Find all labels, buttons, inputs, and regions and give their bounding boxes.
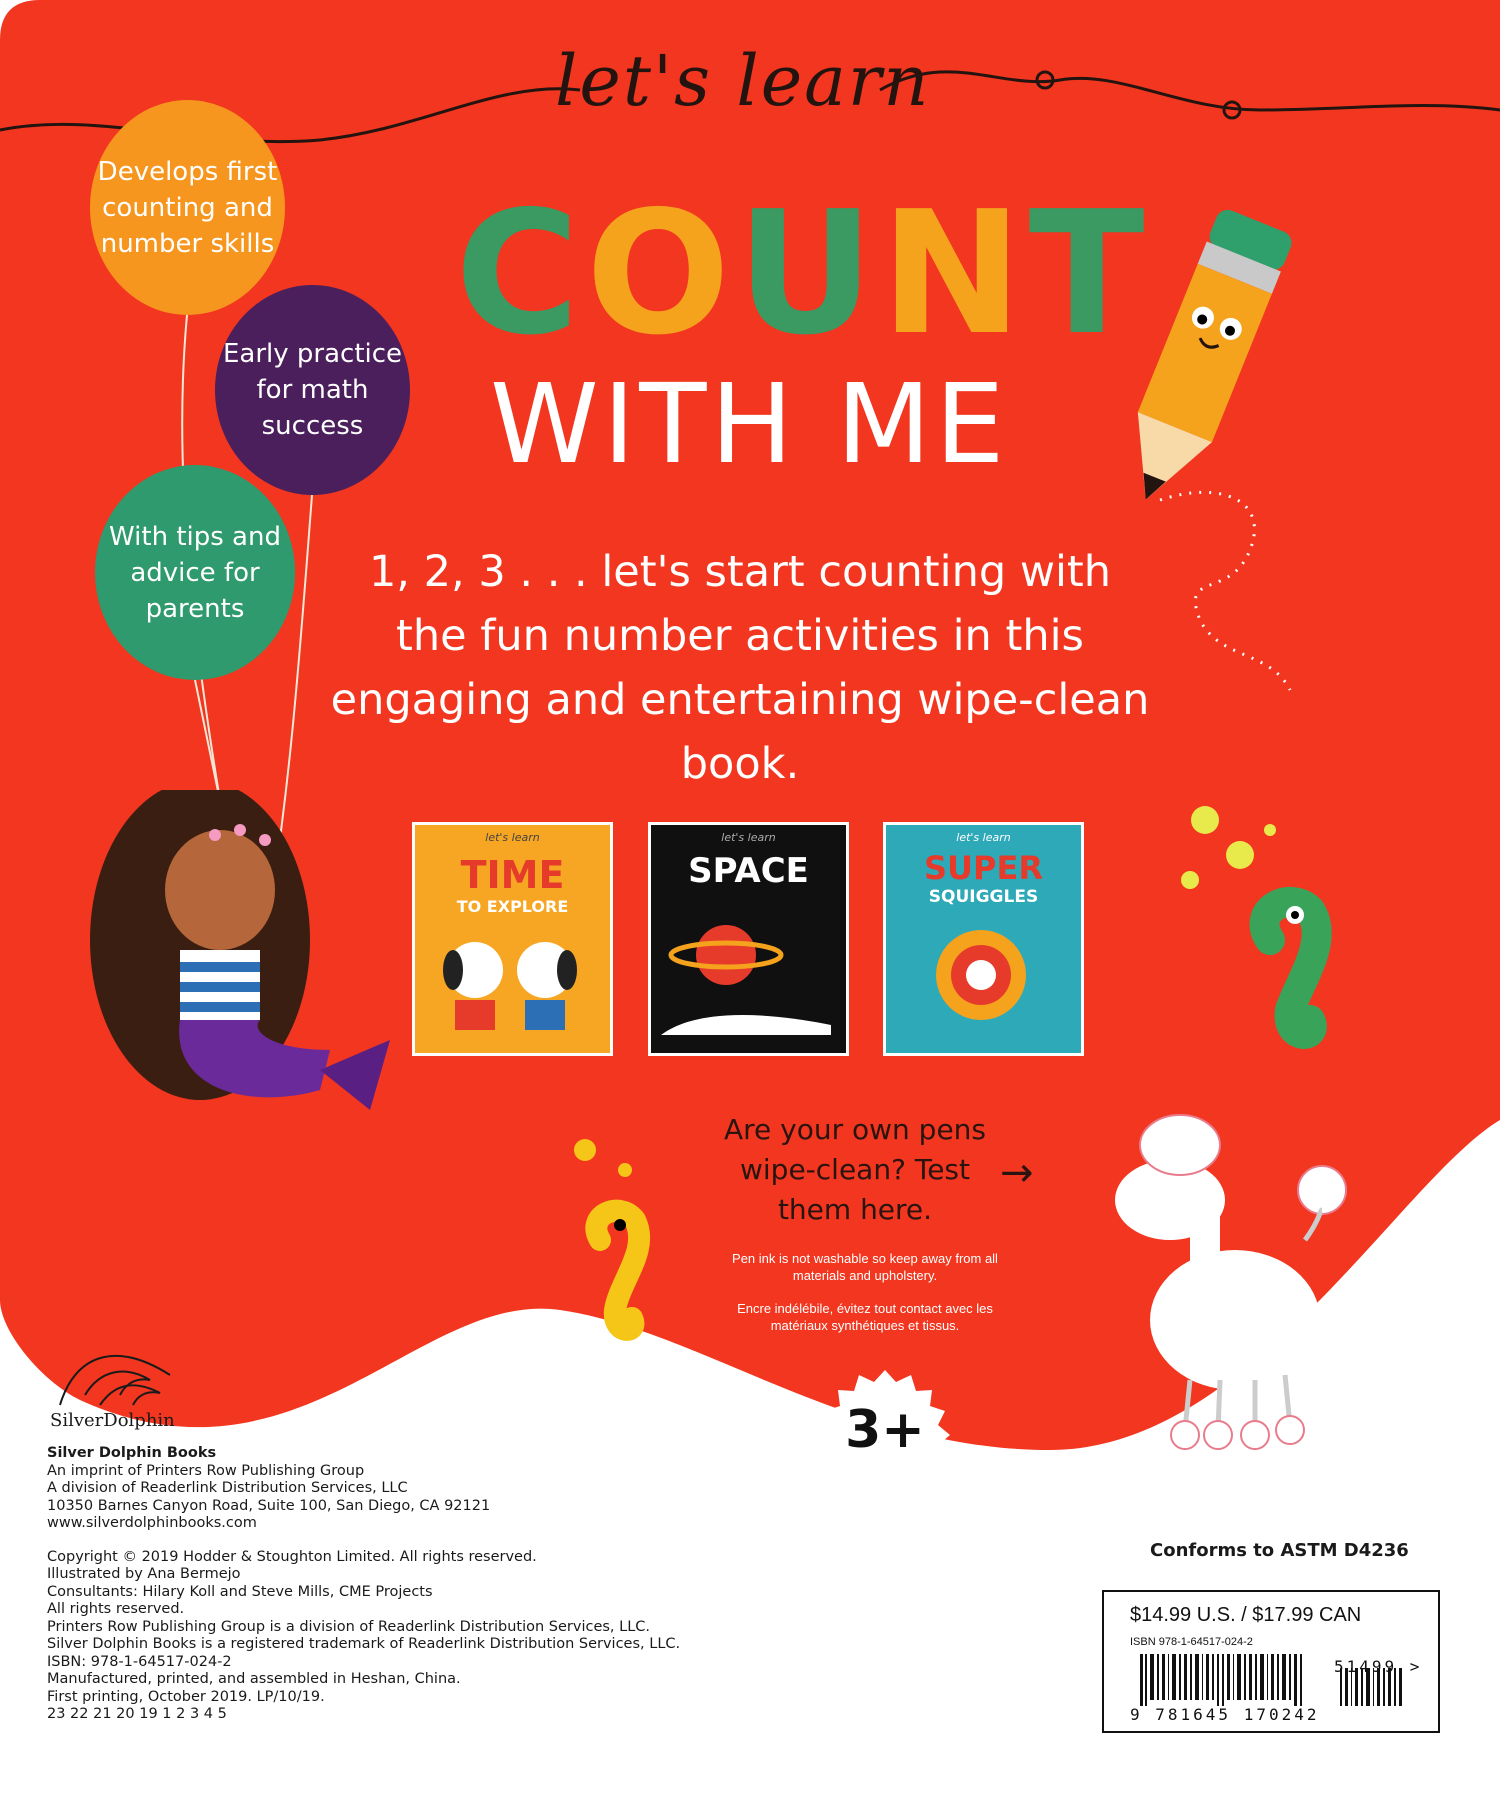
book-subtitle: TO EXPLORE — [456, 897, 569, 916]
book-series-label: let's learn — [956, 831, 1011, 844]
logo-name: SilverDolphin — [50, 1410, 175, 1431]
series-title: let's learn — [555, 40, 931, 122]
title-letter-o: O — [585, 175, 737, 373]
book-sunflower-illustration — [906, 915, 1056, 1045]
publisher-line: 10350 Barnes Canyon Road, Suite 100, San Diego, CA 92121 — [47, 1497, 491, 1514]
warning-english: Pen ink is not washable so keep away from all materials and upholstery. — [732, 1251, 998, 1283]
tagline: 1, 2, 3 . . . let's start counting with the fun number activities in this engaging and entertaining wipe-clean book. — [330, 547, 1150, 789]
price: $14.99 U.S. / $17.99 CAN — [1130, 1604, 1362, 1626]
copyright-line: Copyright © 2019 Hodder & Stoughton Limited. All rights reserved. — [47, 1548, 537, 1565]
copyright-line: All rights reserved. — [47, 1601, 185, 1617]
title-count — [455, 175, 1151, 373]
publisher-name: Silver Dolphin Books — [47, 1445, 217, 1461]
warning-french: Encre indélébile, évitez tout contact avec les matériaux synthétiques et tissus. — [737, 1301, 993, 1333]
barcode-digits: 9 781645 170242 — [1130, 1705, 1320, 1724]
copyright-line: First printing, October 2019. LP/10/19. — [47, 1688, 325, 1705]
addon-digits: 51499 > — [1334, 1657, 1423, 1676]
arrow-icon: → — [1000, 1150, 1034, 1196]
copyright-line: ISBN: 978-1-64517-024-2 — [47, 1653, 232, 1670]
mermaid-illustration — [70, 790, 400, 1160]
book-dogs-illustration — [425, 925, 595, 1035]
copyright-line: Illustrated by Ana Bermejo — [47, 1566, 241, 1582]
balloon-tips-parents: With tips and advice for parents — [95, 465, 295, 680]
isbn-label: ISBN 978-1-64517-024-2 — [1130, 1636, 1253, 1648]
yellow-seahorse-illustration — [560, 1120, 680, 1360]
book-super-squiggles — [883, 822, 1084, 1056]
copyright-line: Consultants: Hilary Koll and Steve Mills, CME Projects — [47, 1583, 433, 1600]
book-space — [648, 822, 849, 1056]
title-letter-t: T — [1028, 175, 1151, 373]
book-series-label: let's learn — [721, 831, 776, 844]
poodle-illustration — [1090, 1110, 1350, 1450]
publisher-line: A division of Readerlink Distribution Services, LLC — [47, 1480, 408, 1496]
price-barcode-box — [1102, 1590, 1440, 1733]
book-series-label: let's learn — [485, 831, 540, 844]
copyright-line: Printers Row Publishing Group is a division of Readerlink Distribution Services, LLC. — [47, 1618, 651, 1635]
book-title: TIME — [460, 853, 565, 897]
publisher-info — [47, 1445, 680, 1724]
age-badge: 3+ — [845, 1400, 925, 1460]
copyright-line: 23 22 21 20 19 1 2 3 4 5 — [47, 1706, 227, 1722]
title-with-me: WITH ME — [490, 360, 1009, 488]
book-title: SUPER — [924, 849, 1043, 887]
silver-dolphin-logo — [55, 1335, 175, 1415]
book-planet-illustration — [661, 905, 831, 1035]
pen-test-question: Are your own pens wipe-clean? Test them here. — [723, 1113, 987, 1226]
title-letter-n: N — [880, 175, 1029, 373]
book-subtitle: SQUIGGLES — [928, 887, 1039, 907]
publisher-line: An imprint of Printers Row Publishing Group — [47, 1462, 365, 1479]
copyright-line: Silver Dolphin Books is a registered trademark of Readerlink Distribution Services, LLC. — [47, 1636, 681, 1652]
publisher-website[interactable]: www.silverdolphinbooks.com — [47, 1515, 257, 1531]
balloon-counting-skills: Develops first counting and number skills — [90, 100, 285, 315]
book-title: SPACE — [688, 851, 809, 891]
astm-conformity: Conforms to ASTM D4236 — [1150, 1540, 1409, 1561]
book-time-to-explore — [412, 822, 613, 1056]
dotted-trail-illustration — [1140, 480, 1340, 710]
title-letter-c: C — [455, 175, 586, 373]
green-seahorse-illustration — [1160, 800, 1380, 1070]
title-letter-u: U — [736, 175, 881, 373]
copyright-line: Manufactured, printed, and assembled in Heshan, China. — [47, 1671, 461, 1687]
balloon-math-success: Early practice for math success — [215, 285, 410, 495]
